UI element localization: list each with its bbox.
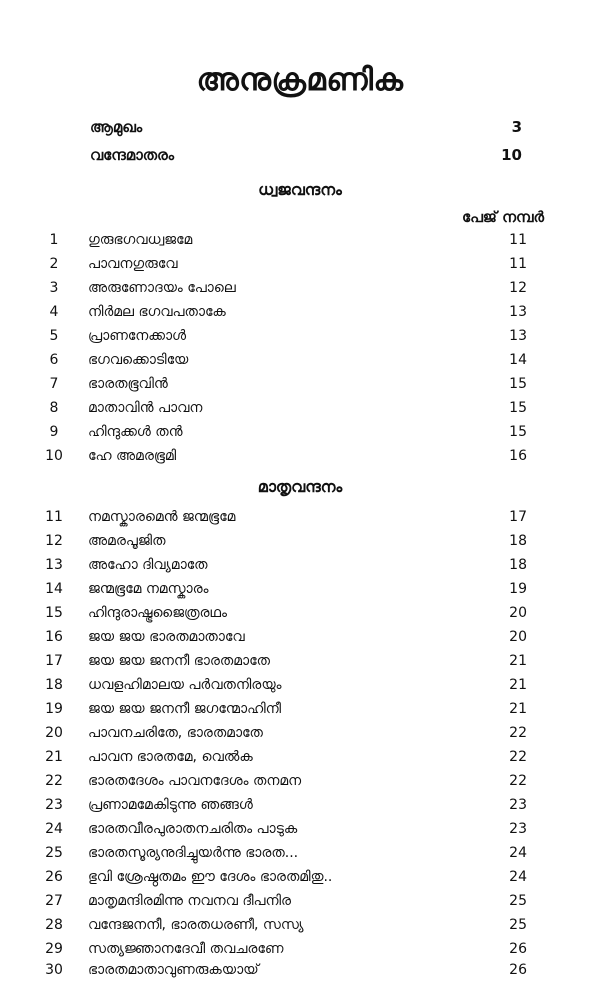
entry-title: ഹിന്ദുരാഷ്ട്രജൈത്രരഥം — [88, 605, 227, 621]
entry-page: 15 — [509, 400, 527, 416]
toc-entry — [0, 725, 600, 749]
entry-page: 16 — [509, 448, 527, 464]
entry-number: 10 — [45, 448, 63, 464]
toc-entry — [0, 962, 600, 986]
entry-title: ഭാരതവീരപുരാതനചരിതം പാടുക — [88, 821, 298, 837]
entry-title: ഹിന്ദുക്കൾ തൻ — [88, 424, 183, 440]
entry-title: നിർമല ഭഗവപതാകേ — [88, 304, 226, 320]
toc-entry — [0, 280, 600, 304]
entry-page: 26 — [509, 962, 527, 978]
entry-title: ഭാരതസൂര്യനുദിച്ചുയർന്നു ഭാരത... — [88, 845, 299, 861]
entry-title: ഭാരതഭൂവിൻ — [88, 376, 168, 392]
toc-entry — [0, 557, 600, 581]
section-heading: ധ്വജവന്ദനം — [258, 180, 342, 199]
entry-number: 8 — [49, 400, 59, 416]
front-matter-page: 10 — [501, 146, 522, 164]
entry-number: 23 — [45, 797, 63, 813]
toc-entry — [0, 869, 600, 893]
toc-entry — [0, 232, 600, 256]
toc-entry — [0, 821, 600, 845]
toc-entry — [0, 581, 600, 605]
entry-page: 19 — [509, 581, 527, 597]
entry-number: 22 — [45, 773, 63, 789]
entry-number: 20 — [45, 725, 63, 741]
entry-number: 2 — [49, 256, 59, 272]
entry-title: ഭാരതദേശം പാവനദേശം തനമന — [88, 773, 302, 789]
front-matter-item — [90, 118, 522, 140]
entry-title: ജയ ജയ ജനനീ ഭാരതമാതേ — [88, 653, 270, 669]
entry-title: പാവന ഭാരതമേ, വെൽക — [88, 749, 253, 765]
entry-title: ഭഗവക്കൊടിയേ — [88, 352, 189, 368]
entry-page: 15 — [509, 376, 527, 392]
toc-entry — [0, 448, 600, 472]
entry-number: 1 — [49, 232, 59, 248]
toc-entry — [0, 797, 600, 821]
entry-number: 13 — [45, 557, 63, 573]
section-heading: മാതൃവന്ദനം — [257, 477, 343, 496]
entry-title: ഗുരുഭഗവധ്വജമേ — [88, 232, 193, 248]
toc-entry — [0, 424, 600, 448]
entry-number: 14 — [45, 581, 63, 597]
entry-number: 9 — [49, 424, 59, 440]
entry-title: ധവളഹിമാലയ പർവതനിരയും — [88, 677, 282, 693]
entry-title: അമരപൂജിത — [88, 533, 166, 549]
entry-number: 25 — [45, 845, 63, 861]
toc-entry — [0, 400, 600, 424]
page-number-column-header: പേജ് നമ്പർ — [462, 208, 544, 226]
entry-number: 21 — [45, 749, 63, 765]
entry-page: 20 — [509, 629, 527, 645]
toc-entry — [0, 677, 600, 701]
entry-number: 4 — [49, 304, 59, 320]
entry-title: ഹേ അമരഭൂമി — [88, 448, 177, 464]
toc-entry — [0, 533, 600, 557]
entry-title: സത്യജ്ഞാനദേവീ തവചരണേ — [88, 941, 284, 957]
entry-page: 18 — [509, 557, 527, 573]
entry-number: 24 — [45, 821, 63, 837]
entry-title: ഭാരതമാതാവുണരുകയായ് — [88, 962, 259, 978]
entry-page: 15 — [509, 424, 527, 440]
entry-number: 17 — [45, 653, 63, 669]
entry-page: 17 — [509, 509, 527, 525]
entry-number: 19 — [45, 701, 63, 717]
entry-page: 23 — [509, 797, 527, 813]
toc-entry — [0, 352, 600, 376]
toc-entry — [0, 304, 600, 328]
entry-page: 22 — [509, 773, 527, 789]
entry-page: 18 — [509, 533, 527, 549]
entry-title: അരുണോദയം പോലെ — [88, 280, 236, 296]
entry-page: 25 — [509, 893, 527, 909]
page-title: അനുക്രമണിക — [196, 62, 404, 98]
entry-title: ജയ ജയ ഭാരതമാതാവേ — [88, 629, 245, 645]
entry-number: 30 — [45, 962, 63, 978]
entry-number: 16 — [45, 629, 63, 645]
entry-number: 29 — [45, 941, 63, 957]
entry-page: 24 — [509, 869, 527, 885]
entry-page: 13 — [509, 304, 527, 320]
toc-entry — [0, 749, 600, 773]
entry-page: 25 — [509, 917, 527, 933]
entry-title: നമസ്കാരമെൻ ജന്മഭൂമേ — [88, 509, 236, 525]
entry-title: പാവനഗുരുവേ — [88, 256, 178, 272]
toc-entry — [0, 701, 600, 725]
front-matter-label: ആമുഖം — [90, 118, 143, 136]
toc-entry — [0, 773, 600, 797]
entry-number: 7 — [49, 376, 59, 392]
entry-number: 26 — [45, 869, 63, 885]
entry-page: 21 — [509, 653, 527, 669]
entry-title: ജന്മഭൂമേ നമസ്കാരം — [88, 581, 209, 597]
toc-entry — [0, 845, 600, 869]
entry-title: മാതൃമന്ദിരമിന്നു നവനവ ദീപനിര — [88, 893, 292, 909]
entry-number: 27 — [45, 893, 63, 909]
toc-entry — [0, 893, 600, 917]
entry-number: 15 — [45, 605, 63, 621]
entry-title: ജയ ജയ ജനനീ ജഗന്മോഹിനീ — [88, 701, 282, 717]
entry-title: പ്രാണനേക്കാൾ — [88, 328, 187, 344]
entry-page: 20 — [509, 605, 527, 621]
entry-number: 6 — [49, 352, 59, 368]
entry-page: 11 — [509, 232, 527, 248]
toc-entry — [0, 605, 600, 629]
entry-page: 24 — [509, 845, 527, 861]
entry-number: 11 — [45, 509, 63, 525]
entry-page: 26 — [509, 941, 527, 957]
entry-page: 14 — [509, 352, 527, 368]
entry-number: 12 — [45, 533, 63, 549]
toc-entry — [0, 629, 600, 653]
entry-page: 21 — [509, 701, 527, 717]
entry-page: 12 — [509, 280, 527, 296]
toc-entry — [0, 376, 600, 400]
entry-number: 3 — [49, 280, 59, 296]
entry-page: 13 — [509, 328, 527, 344]
entry-page: 22 — [509, 725, 527, 741]
front-matter-label: വന്ദേമാതരം — [90, 146, 175, 164]
entry-number: 5 — [49, 328, 59, 344]
toc-entry — [0, 917, 600, 941]
entry-title: അഹോ ദിവ്യമാതേ — [88, 557, 208, 573]
entry-title: മാതാവിൻ പാവന — [88, 400, 203, 416]
entry-page: 22 — [509, 749, 527, 765]
toc-entry — [0, 256, 600, 280]
front-matter-page: 3 — [511, 118, 522, 136]
front-matter-item — [90, 146, 522, 168]
toc-entry — [0, 328, 600, 352]
entry-title: പാവനചരിതേ, ഭാരതമാതേ — [88, 725, 263, 741]
entry-number: 28 — [45, 917, 63, 933]
toc-entry — [0, 653, 600, 677]
entry-page: 11 — [509, 256, 527, 272]
entry-number: 18 — [45, 677, 63, 693]
entry-title: ഭുവി ശ്രേഷ്ഠതമം ഈ ദേശം ഭാരതമിതു.. — [88, 869, 333, 885]
entry-page: 23 — [509, 821, 527, 837]
toc-entry — [0, 509, 600, 533]
entry-page: 21 — [509, 677, 527, 693]
entry-title: വന്ദേജനനീ, ഭാരതധരണീ, സസ്യ — [88, 917, 304, 933]
entry-title: പ്രണാമമേകിടുന്നു ഞങ്ങൾ — [88, 797, 253, 813]
